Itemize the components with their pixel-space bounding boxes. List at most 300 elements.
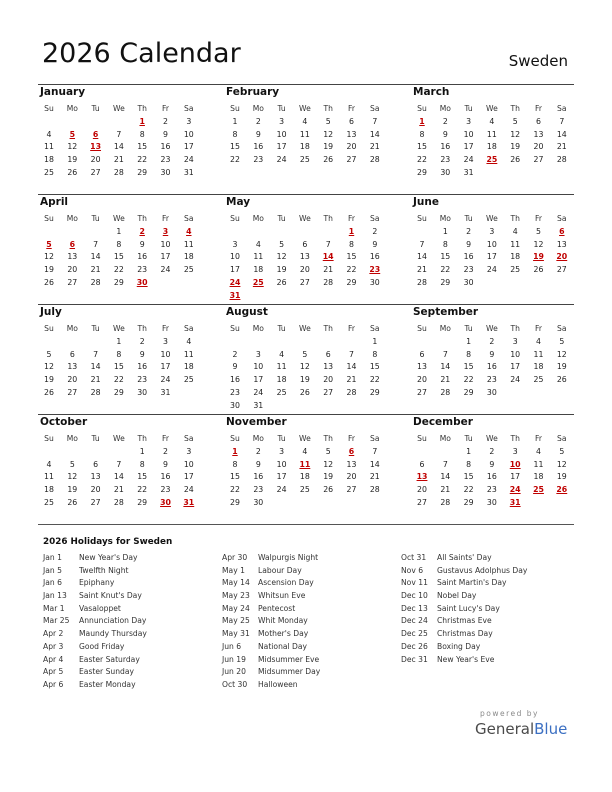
day-cell: 17: [160, 252, 171, 262]
weekday-header: Su: [230, 434, 240, 443]
day-cell: 27: [346, 485, 357, 495]
day-cell: 15: [463, 472, 474, 482]
day-cell: 26: [556, 375, 567, 385]
day-cell: 3: [232, 239, 238, 249]
day-cell: 3: [186, 447, 192, 456]
holiday-day: 4: [186, 227, 192, 236]
day-cell: 17: [253, 375, 264, 385]
holiday-row: [43, 680, 223, 693]
day-cell: 1: [372, 337, 378, 346]
day-cell: 18: [253, 265, 264, 275]
holiday-name: All Saints' Day: [437, 553, 492, 562]
weekday-header: Th: [510, 214, 520, 223]
day-cell: 29: [463, 497, 474, 507]
holiday-row: [222, 566, 402, 579]
holiday-row: [222, 591, 402, 604]
holiday-day: 31: [509, 497, 521, 507]
holiday-name: Maundy Thursday: [79, 629, 147, 639]
holiday-name: Saint Lucy's Day: [437, 603, 500, 613]
holiday-name: Ascension Day: [258, 578, 314, 588]
day-cell: 29: [440, 277, 451, 287]
day-cell: 17: [230, 265, 240, 275]
holiday-date: Dec 25: [401, 629, 428, 639]
day-cell: 26: [67, 167, 78, 177]
day-cell: 23: [486, 485, 497, 495]
weekday-header: Su: [44, 214, 54, 223]
weekday-header: Sa: [370, 324, 380, 333]
day-cell: 9: [139, 239, 145, 249]
day-cell: 23: [230, 387, 240, 397]
day-cell: 7: [559, 117, 565, 126]
holiday-day: 20: [556, 252, 568, 262]
day-cell: 15: [463, 362, 474, 372]
day-cell: 4: [512, 227, 518, 236]
day-cell: 22: [440, 265, 451, 275]
holiday-day: 31: [183, 497, 195, 507]
weekday-header: Th: [137, 104, 147, 113]
day-cell: 27: [90, 167, 101, 177]
holiday-row: [43, 655, 223, 668]
weekday-header: We: [113, 434, 125, 443]
month-august: [224, 306, 384, 412]
day-cell: 23: [137, 265, 148, 275]
holiday-date: Nov 11: [401, 578, 428, 588]
holiday-day: 6: [559, 227, 565, 236]
weekday-header: Su: [417, 324, 427, 333]
day-cell: 1: [442, 227, 448, 236]
day-cell: 11: [44, 472, 54, 482]
month-february: [224, 86, 384, 192]
holiday-date: Oct 30: [222, 679, 248, 689]
day-cell: 28: [90, 387, 101, 397]
day-cell: 2: [139, 337, 145, 346]
month-name: June: [413, 196, 439, 208]
day-cell: 29: [346, 277, 357, 287]
day-cell: 22: [137, 155, 148, 165]
weekday-header: Su: [44, 324, 54, 333]
day-cell: 1: [139, 447, 145, 456]
day-cell: 15: [230, 142, 240, 152]
day-cell: 12: [556, 459, 567, 469]
day-cell: 22: [346, 265, 357, 275]
day-cell: 27: [90, 497, 101, 507]
holiday-row: [401, 616, 581, 629]
day-cell: 15: [137, 472, 148, 482]
weekday-header: Su: [44, 104, 54, 113]
weekday-header: Mo: [439, 214, 451, 223]
day-cell: 11: [486, 129, 497, 139]
holiday-date: May 25: [222, 616, 250, 626]
day-cell: 21: [369, 142, 380, 152]
day-cell: 12: [276, 252, 287, 262]
weekday-header: Fr: [535, 434, 542, 443]
day-cell: 7: [93, 239, 99, 249]
day-cell: 17: [510, 362, 521, 372]
holiday-date: Dec 10: [401, 591, 428, 601]
day-cell: 8: [139, 459, 145, 469]
day-cell: 12: [323, 129, 334, 139]
day-cell: 27: [417, 497, 427, 507]
day-cell: 1: [116, 227, 122, 236]
day-cell: 8: [442, 239, 448, 249]
holiday-row: [43, 553, 223, 566]
section-divider: [38, 84, 574, 85]
day-cell: 11: [253, 252, 264, 262]
day-cell: 3: [466, 117, 472, 126]
day-cell: 20: [323, 375, 334, 385]
holiday-row: [43, 629, 223, 642]
holiday-date: Jan 13: [43, 591, 67, 601]
day-cell: 5: [46, 349, 52, 359]
holiday-date: May 24: [222, 603, 250, 613]
day-cell: 22: [369, 375, 380, 385]
holiday-date: May 31: [222, 629, 250, 639]
weekday-header: Mo: [439, 434, 451, 443]
weekday-header: Tu: [464, 214, 473, 223]
holiday-day: 6: [92, 129, 99, 139]
day-cell: 9: [442, 129, 448, 139]
day-cell: 19: [276, 265, 287, 275]
holiday-day: 1: [348, 227, 355, 236]
day-cell: 2: [442, 117, 448, 126]
day-cell: 10: [230, 252, 240, 262]
day-cell: 28: [113, 167, 124, 177]
holiday-date: Apr 6: [43, 679, 64, 689]
day-cell: 25: [44, 497, 54, 507]
day-cell: 7: [372, 447, 378, 456]
day-cell: 21: [556, 142, 567, 152]
weekday-header: Th: [323, 324, 333, 333]
day-cell: 1: [466, 447, 472, 456]
day-cell: 15: [230, 472, 240, 482]
day-cell: 16: [137, 252, 148, 262]
day-cell: 7: [442, 459, 448, 469]
section-divider: [38, 414, 574, 415]
day-cell: 26: [276, 277, 287, 287]
holiday-day: 10: [509, 459, 521, 469]
day-cell: 5: [512, 117, 518, 126]
day-cell: 14: [369, 129, 380, 139]
weekday-header: Fr: [348, 104, 355, 113]
weekday-header: We: [299, 434, 311, 443]
day-cell: 10: [510, 349, 521, 359]
day-cell: 2: [489, 337, 495, 346]
day-cell: 19: [323, 472, 334, 482]
month-january: [38, 86, 198, 192]
day-cell: 17: [276, 472, 287, 482]
holiday-date: May 23: [222, 591, 250, 601]
day-cell: 12: [44, 362, 54, 372]
weekday-header: Mo: [66, 324, 78, 333]
day-cell: 3: [255, 349, 261, 359]
day-cell: 24: [276, 485, 287, 495]
weekday-header: Mo: [439, 324, 451, 333]
day-cell: 4: [536, 337, 541, 346]
day-cell: 9: [139, 349, 145, 359]
day-cell: 28: [323, 277, 334, 287]
day-cell: 26: [299, 387, 310, 397]
day-cell: 11: [299, 129, 310, 139]
weekday-header: Th: [137, 324, 147, 333]
day-cell: 18: [533, 472, 544, 482]
weekday-header: Su: [44, 434, 54, 443]
weekday-header: Mo: [439, 104, 451, 113]
day-cell: 4: [302, 117, 308, 126]
day-cell: 29: [137, 497, 148, 507]
day-cell: 25: [183, 375, 194, 385]
day-cell: 13: [346, 459, 357, 469]
holiday-date: Apr 5: [43, 667, 64, 677]
holiday-day: 25: [486, 155, 498, 165]
day-cell: 20: [417, 485, 427, 495]
day-cell: 5: [69, 459, 75, 469]
day-cell: 24: [160, 265, 171, 275]
holiday-date: Apr 2: [43, 629, 64, 639]
day-cell: 16: [253, 142, 264, 152]
weekday-header: Tu: [464, 434, 473, 443]
day-cell: 6: [325, 349, 331, 359]
holiday-date: Dec 13: [401, 603, 428, 613]
section-divider: [38, 304, 574, 305]
weekday-header: Mo: [66, 214, 78, 223]
day-cell: 31: [183, 167, 194, 177]
day-cell: 17: [510, 472, 521, 482]
day-cell: 20: [90, 155, 101, 165]
day-cell: 10: [486, 239, 497, 249]
day-cell: 17: [183, 472, 194, 482]
day-cell: 14: [440, 362, 451, 372]
holiday-day: 31: [229, 290, 241, 300]
day-cell: 30: [486, 387, 497, 397]
weekday-header: We: [299, 104, 311, 113]
day-cell: 9: [489, 349, 495, 359]
day-cell: 17: [276, 142, 287, 152]
weekday-header: Sa: [557, 104, 567, 113]
day-cell: 28: [440, 497, 451, 507]
holidays-title: 2026 Holidays for Sweden: [43, 537, 173, 547]
day-cell: 25: [299, 155, 310, 165]
holiday-row: [401, 591, 581, 604]
day-cell: 8: [349, 239, 354, 249]
country-name: Sweden: [508, 52, 568, 70]
day-cell: 19: [44, 265, 54, 275]
holiday-row: [43, 566, 223, 579]
page-title: 2026 Calendar: [42, 38, 241, 69]
day-cell: 8: [116, 239, 122, 249]
day-cell: 16: [369, 252, 380, 262]
holiday-name: National Day: [258, 641, 308, 651]
holiday-day: 1: [139, 117, 145, 126]
holiday-row: [222, 604, 402, 617]
holiday-day: 5: [69, 129, 76, 139]
day-cell: 27: [67, 277, 78, 287]
holiday-date: Jun 20: [222, 667, 246, 677]
day-cell: 31: [253, 400, 264, 410]
day-cell: 9: [489, 459, 495, 469]
holiday-date: Apr 3: [43, 641, 64, 651]
day-cell: 11: [44, 142, 54, 152]
day-cell: 30: [230, 400, 240, 410]
day-cell: 14: [440, 472, 451, 482]
holiday-day: 14: [322, 252, 334, 262]
day-cell: 10: [183, 459, 194, 469]
day-cell: 25: [299, 485, 310, 495]
weekday-header: We: [486, 104, 498, 113]
weekday-header: Mo: [252, 324, 264, 333]
weekday-header: Th: [323, 434, 333, 443]
holiday-name: Annunciation Day: [79, 616, 147, 626]
day-cell: 30: [137, 387, 148, 397]
day-cell: 18: [183, 362, 194, 372]
day-cell: 27: [556, 265, 567, 275]
day-cell: 29: [137, 167, 148, 177]
holiday-row: [401, 566, 581, 579]
day-cell: 7: [116, 459, 122, 469]
day-cell: 4: [46, 129, 52, 139]
holiday-date: Apr 4: [43, 654, 64, 664]
day-cell: 20: [533, 142, 544, 152]
day-cell: 12: [510, 129, 521, 139]
day-cell: 26: [533, 265, 544, 275]
weekday-header: Tu: [91, 434, 100, 443]
generalblue-logo[interactable]: [475, 720, 567, 738]
holiday-date: Jan 5: [43, 565, 62, 575]
day-cell: 30: [253, 497, 264, 507]
month-october: [38, 416, 198, 522]
day-cell: 11: [533, 459, 544, 469]
day-cell: 28: [556, 155, 567, 165]
day-cell: 26: [67, 497, 78, 507]
holiday-name: Twelfth Night: [79, 565, 129, 575]
day-cell: 25: [276, 387, 287, 397]
holiday-name: Saint Knut's Day: [79, 591, 142, 601]
day-cell: 17: [463, 142, 474, 152]
day-cell: 29: [369, 387, 380, 397]
month-name: August: [226, 306, 268, 318]
day-cell: 7: [442, 349, 448, 359]
day-cell: 25: [44, 167, 54, 177]
section-divider: [38, 194, 574, 195]
weekday-header: Th: [137, 214, 147, 223]
holiday-day: 26: [556, 485, 568, 495]
day-cell: 24: [183, 485, 194, 495]
month-name: April: [40, 196, 69, 208]
day-cell: 18: [44, 485, 54, 495]
day-cell: 15: [113, 362, 124, 372]
day-cell: 21: [369, 472, 380, 482]
brand-blue: Blue: [534, 720, 568, 738]
holiday-row: [401, 642, 581, 655]
holiday-row: [222, 578, 402, 591]
weekday-header: We: [486, 434, 498, 443]
day-cell: 22: [113, 375, 124, 385]
weekday-header: Sa: [370, 104, 380, 113]
day-cell: 24: [253, 387, 264, 397]
holiday-name: Easter Saturday: [79, 654, 140, 664]
day-cell: 12: [323, 459, 334, 469]
holiday-name: Easter Monday: [79, 679, 136, 689]
weekday-header: Fr: [535, 104, 542, 113]
weekday-header: We: [113, 324, 125, 333]
day-cell: 5: [536, 227, 541, 236]
day-cell: 21: [90, 265, 101, 275]
holiday-row: [401, 604, 581, 617]
brand-general: General: [475, 720, 535, 738]
day-cell: 5: [559, 337, 565, 346]
day-cell: 8: [232, 459, 238, 469]
holiday-row: [222, 680, 402, 693]
day-cell: 7: [349, 349, 354, 359]
month-july: [38, 306, 198, 412]
holiday-day: 30: [160, 497, 171, 507]
day-cell: 14: [113, 472, 124, 482]
day-cell: 28: [440, 387, 451, 397]
day-cell: 14: [417, 252, 427, 262]
day-cell: 21: [113, 155, 124, 165]
holiday-date: May 1: [222, 565, 245, 575]
day-cell: 12: [533, 239, 544, 249]
weekday-header: Tu: [277, 104, 286, 113]
holiday-day: 3: [162, 227, 169, 236]
day-cell: 16: [160, 142, 171, 152]
holiday-name: Nobel Day: [437, 591, 477, 601]
weekday-header: Sa: [370, 434, 380, 443]
day-cell: 30: [463, 277, 474, 287]
day-cell: 21: [440, 485, 451, 495]
day-cell: 3: [186, 117, 192, 126]
day-cell: 19: [556, 472, 567, 482]
holiday-date: Mar 1: [43, 603, 65, 613]
day-cell: 28: [369, 485, 380, 495]
month-may: [224, 196, 384, 302]
holiday-row: [401, 578, 581, 591]
holiday-day: 2: [139, 227, 145, 236]
weekday-header: Tu: [277, 214, 286, 223]
day-cell: 15: [417, 142, 427, 152]
day-cell: 12: [556, 349, 567, 359]
day-cell: 21: [346, 375, 357, 385]
month-april: [38, 196, 198, 302]
day-cell: 31: [160, 387, 171, 397]
day-cell: 14: [369, 459, 380, 469]
day-cell: 26: [510, 155, 521, 165]
holiday-name: Epiphany: [79, 578, 115, 588]
day-cell: 5: [279, 239, 285, 249]
day-cell: 29: [113, 387, 124, 397]
day-cell: 19: [67, 155, 78, 165]
holiday-name: Easter Sunday: [79, 667, 135, 677]
day-cell: 22: [230, 485, 240, 495]
day-cell: 18: [276, 375, 287, 385]
day-cell: 29: [463, 387, 474, 397]
day-cell: 2: [163, 117, 168, 126]
day-cell: 24: [510, 375, 521, 385]
day-cell: 19: [299, 375, 310, 385]
day-cell: 19: [323, 142, 334, 152]
weekday-header: Th: [510, 434, 520, 443]
day-cell: 26: [323, 485, 334, 495]
weekday-header: Mo: [252, 214, 264, 223]
day-cell: 22: [417, 155, 427, 165]
holiday-name: Halloween: [258, 679, 298, 689]
holiday-date: Jun 19: [222, 654, 246, 664]
powered-by-text: powered by: [480, 709, 539, 718]
holiday-day: 1: [419, 117, 425, 126]
day-cell: 4: [279, 349, 285, 359]
day-cell: 6: [93, 459, 99, 469]
day-cell: 1: [466, 337, 472, 346]
holiday-row: [222, 655, 402, 668]
